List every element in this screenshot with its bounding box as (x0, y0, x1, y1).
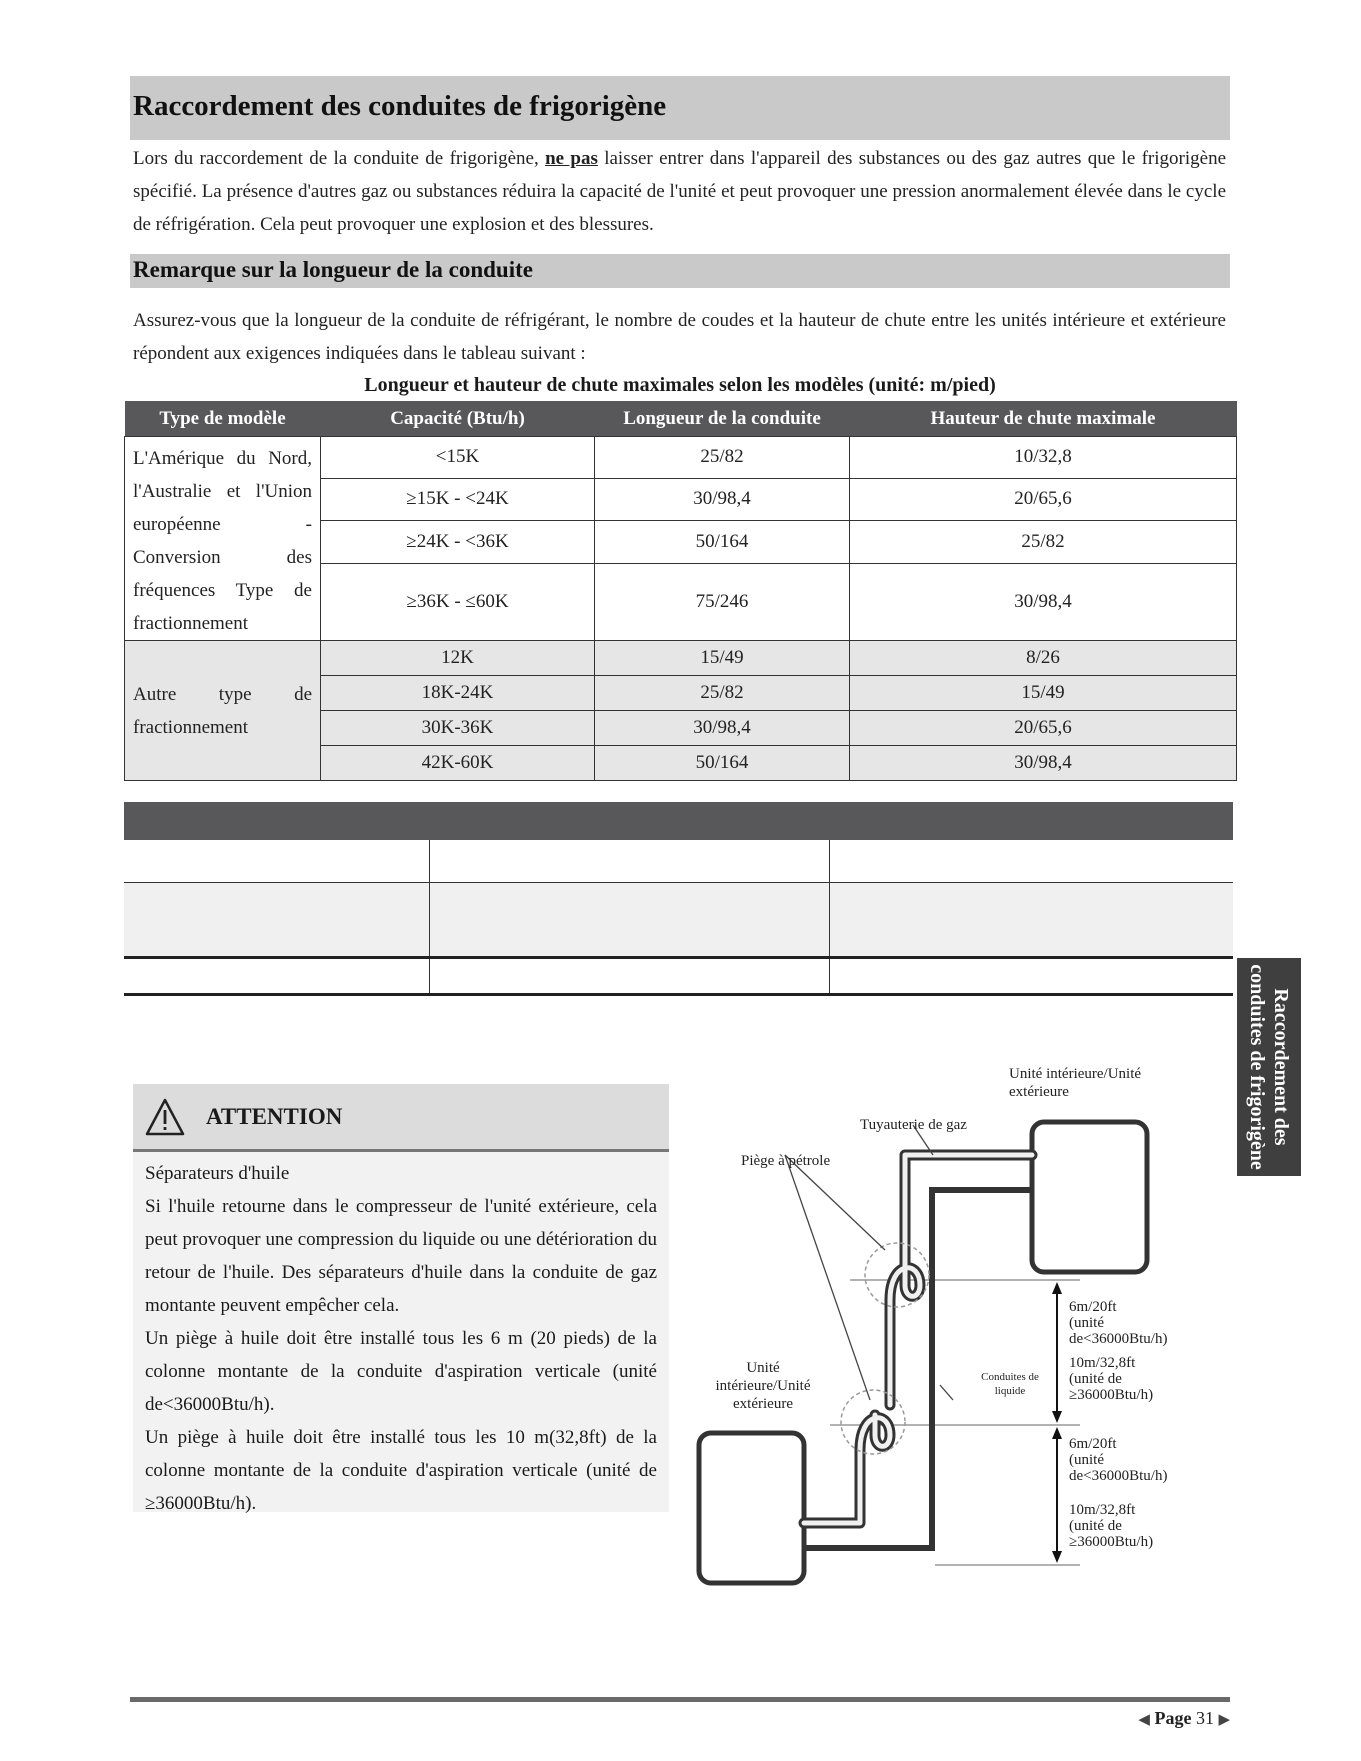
table-row (125, 641, 1237, 676)
empty-table (124, 840, 1233, 996)
pipe-length-cell: 50/164 (595, 521, 850, 564)
upper-unit-box (1032, 1122, 1147, 1272)
capacity-cell: 42K-60K (321, 746, 595, 781)
empty-table-row (124, 840, 1233, 883)
arrow-up-icon (1052, 1282, 1062, 1294)
capacity-cell: ≥15K - <24K (321, 478, 595, 521)
arrow-down-icon (1052, 1551, 1062, 1563)
empty-cell (829, 958, 1233, 995)
empty-cell (124, 958, 429, 995)
max-drop-cell: 30/98,4 (850, 746, 1237, 781)
capacity-cell: 18K-24K (321, 676, 595, 711)
attention-body (133, 1152, 669, 1512)
gas-pipe-line (804, 1155, 1032, 1523)
page-title: Raccordement des conduites de frigorigène (130, 76, 1230, 140)
attention-paragraph: Si l'huile retourne dans le compresseur de l'unité extérieure, cela peut provoquer une compression du liquide ou une détérioration du retour de l'huile. Des séparateurs d'huile dans la conduite de gaz montante peuvent empêcher cela. (145, 1196, 657, 1316)
header-capacity: Capacité (Btu/h) (321, 401, 595, 437)
triangle-right-icon: ▶ (1218, 1712, 1230, 1728)
attention-title: ATTENTION (206, 1104, 343, 1129)
empty-cell (429, 958, 829, 995)
model-type-cell: Autre type de fractionnement (125, 641, 321, 781)
attention-paragraph: Séparateurs d'huile (145, 1163, 290, 1184)
empty-cell (429, 883, 829, 958)
max-drop-cell: 10/32,8 (850, 437, 1237, 479)
liquid-pipe-line (804, 1190, 1032, 1548)
pipe-length-cell: 30/98,4 (595, 711, 850, 746)
intro-paragraph (133, 142, 1226, 241)
empty-cell (829, 840, 1233, 883)
attention-paragraph: Un piège à huile doit être installé tous les 6 m (20 pieds) de la colonne montante de la conduite d'aspiration verticale (unité de<36000Btu/h). (145, 1328, 657, 1415)
arrow-up-icon (1052, 1427, 1062, 1439)
empty-cell (829, 883, 1233, 958)
pipe-length-cell: 75/246 (595, 563, 850, 640)
empty-table-row (124, 958, 1233, 995)
lower-unit-box (699, 1433, 804, 1583)
intro-text-after: laisser entrer dans l'appareil des substances ou des gaz autres que le frigorigène spécifié. La présence d'autres gaz ou substances réduira la capacité de l'unité et peut provoquer une pression anormalement élevée dans le cycle de réfrigération. Cela peut provoquer une explosion et des blessures. (133, 148, 1227, 235)
attention-paragraph: Un piège à huile doit être installé tous les 10 m(32,8ft) de la colonne montante de la conduite d'aspiration verticale (unité de ≥36000Btu/h). (145, 1427, 657, 1514)
table-header-row (125, 401, 1237, 437)
bottom-unit-label: Unité intérieure/Unité extérieure (715, 1360, 811, 1412)
pipe-length-cell: 15/49 (595, 641, 850, 676)
capacity-cell: ≥24K - <36K (321, 521, 595, 564)
lower-dimension-label: 6m/20ft (unité de<36000Btu/h) 10m/32,8ft (unité de ≥36000Btu/h) (1069, 1436, 1168, 1550)
pipe-length-cell: 25/82 (595, 437, 850, 479)
section-paragraph: Assurez-vous que la longueur de la conduite de réfrigérant, le nombre de coudes et la hauteur de chute entre les unités intérieure et extérieure répondent aux exigences indiquées dans le tableau suivant : (133, 310, 1226, 364)
table-row (125, 437, 1237, 479)
empty-cell (124, 840, 429, 883)
pipe-length-cell: 30/98,4 (595, 478, 850, 521)
empty-cell (429, 840, 829, 883)
max-drop-cell: 8/26 (850, 641, 1237, 676)
model-type-cell: L'Amérique du Nord, l'Australie et l'Union européenne - Conversion des fréquences Type de fractionnement (125, 437, 321, 641)
attention-header (133, 1084, 669, 1152)
max-drop-cell: 20/65,6 (850, 711, 1237, 746)
empty-table-row (124, 883, 1233, 958)
upper-dimension-label: 6m/20ft (unité de<36000Btu/h) 10m/32,8ft (unité de ≥36000Btu/h) (1069, 1299, 1168, 1403)
side-section-tab (1237, 958, 1301, 1176)
capacity-cell: ≥36K - ≤60K (321, 563, 595, 640)
max-drop-cell: 30/98,4 (850, 563, 1237, 640)
page-number-value: 31 (1195, 1708, 1214, 1728)
capacity-cell: 12K (321, 641, 595, 676)
page-label: Page (1154, 1708, 1192, 1728)
max-drop-cell: 20/65,6 (850, 478, 1237, 521)
section-heading: Remarque sur la longueur de la conduite (130, 254, 1230, 288)
page-number (1120, 1708, 1230, 1729)
oil-trap-diagram (685, 1060, 1235, 1600)
pipe-length-table (124, 401, 1237, 781)
gas-pipe-label: Tuyauterie de gaz (860, 1117, 967, 1133)
capacity-cell: <15K (321, 437, 595, 479)
footer-rule (130, 1697, 1230, 1702)
triangle-left-icon: ◀ (1138, 1712, 1150, 1728)
oil-trap-label: Piège à pétrole (741, 1153, 831, 1169)
max-drop-cell: 15/49 (850, 676, 1237, 711)
side-tab-label: Raccordement des conduites de frigorigène (1246, 964, 1292, 1170)
pipe-length-cell: 25/82 (595, 676, 850, 711)
header-model-type: Type de modèle (125, 401, 321, 437)
capacity-cell: 30K-36K (321, 711, 595, 746)
arrow-down-icon (1052, 1411, 1062, 1423)
table-caption: Longueur et hauteur de chute maximales selon les modèles (unité: m/pied) (364, 374, 996, 396)
empty-table-header (124, 802, 1233, 840)
header-max-drop: Hauteur de chute maximale (850, 401, 1237, 437)
warning-triangle-icon (145, 1097, 185, 1137)
intro-emphasis: ne pas (545, 148, 598, 169)
header-pipe-length: Longueur de la conduite (595, 401, 850, 437)
intro-text-before: Lors du raccordement de la conduite de frigorigène, (133, 148, 546, 169)
liquid-pipe-label: Conduites de liquide (981, 1371, 1039, 1397)
max-drop-cell: 25/82 (850, 521, 1237, 564)
pipe-length-cell: 50/164 (595, 746, 850, 781)
top-unit-label: Unité intérieure/Unité extérieure (1009, 1066, 1142, 1100)
empty-cell (124, 883, 429, 958)
